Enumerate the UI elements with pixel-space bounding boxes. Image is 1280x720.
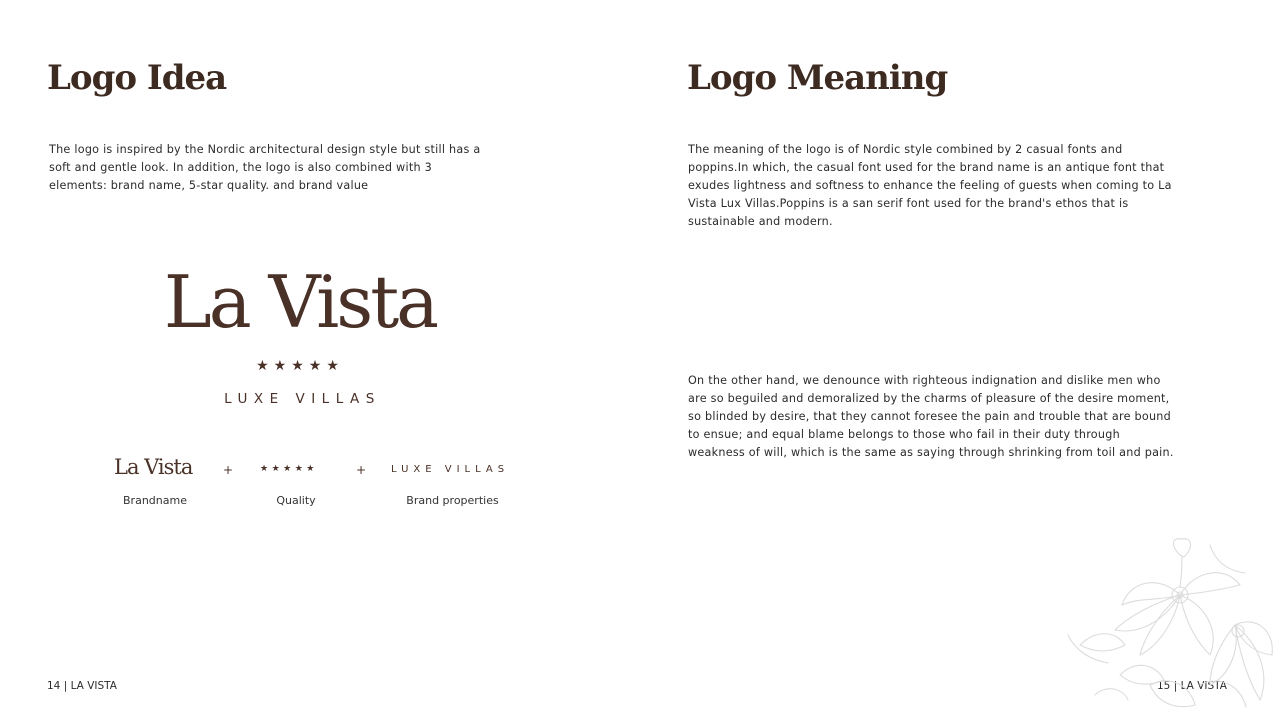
logo-meaning-paragraph: The meaning of the logo is of Nordic style combined by 2 casual fonts and poppins.In which, the casual font used for the brand name is an antique font that exudes lightness and softness to enhance the feeling of guests when coming to La Vista Lux Villas.Poppins is a san serif font used for the brand's ethos that is sustainable and modern. (688, 143, 1172, 228)
page-title-logo-meaning: Logo Meaning (687, 58, 948, 98)
logo-stars: ★★★★★ (256, 358, 344, 374)
floral-illustration-icon (1060, 535, 1280, 720)
element-brandname: La Vista (114, 455, 193, 479)
caption-brandname: Brandname (123, 494, 187, 507)
page-number: 15 | (1157, 680, 1178, 692)
caption-quality: Quality (276, 494, 316, 507)
plus-sign: + (356, 463, 367, 477)
element-quality-stars: ★★★★★ (260, 464, 318, 474)
plus-sign: + (223, 463, 234, 477)
logo-brand-name: La Vista (163, 260, 437, 344)
page-title-logo-idea: Logo Idea (47, 58, 227, 98)
body-paragraph: On the other hand, we denounce with righteous indignation and dislike men who are so beguiled and demoralized by the charms of pleasure of the desire moment, so blinded by desire, that they cannot foresee the pain and trouble that are bound to ensue; and equal blame belongs to those who fail in their duty through weakness of will, which is the same as saying through shrinking from toil and pain. (688, 374, 1174, 459)
footer-brand: LA VISTA (70, 680, 117, 692)
page-number: 14 | (47, 680, 68, 692)
footer-brand: LA VISTA (1180, 680, 1227, 692)
footer-left (47, 680, 117, 692)
logo-tagline: LUXE VILLAS (224, 391, 381, 407)
logo-idea-paragraph: The logo is inspired by the Nordic architectural design style but still has a soft and gentle look. In addition, the logo is also combined with 3 elements: brand name, 5-star quality. and brand value (49, 143, 481, 192)
element-brand-properties: LUXE VILLAS (391, 464, 510, 475)
caption-brand-properties: Brand properties (406, 494, 499, 507)
